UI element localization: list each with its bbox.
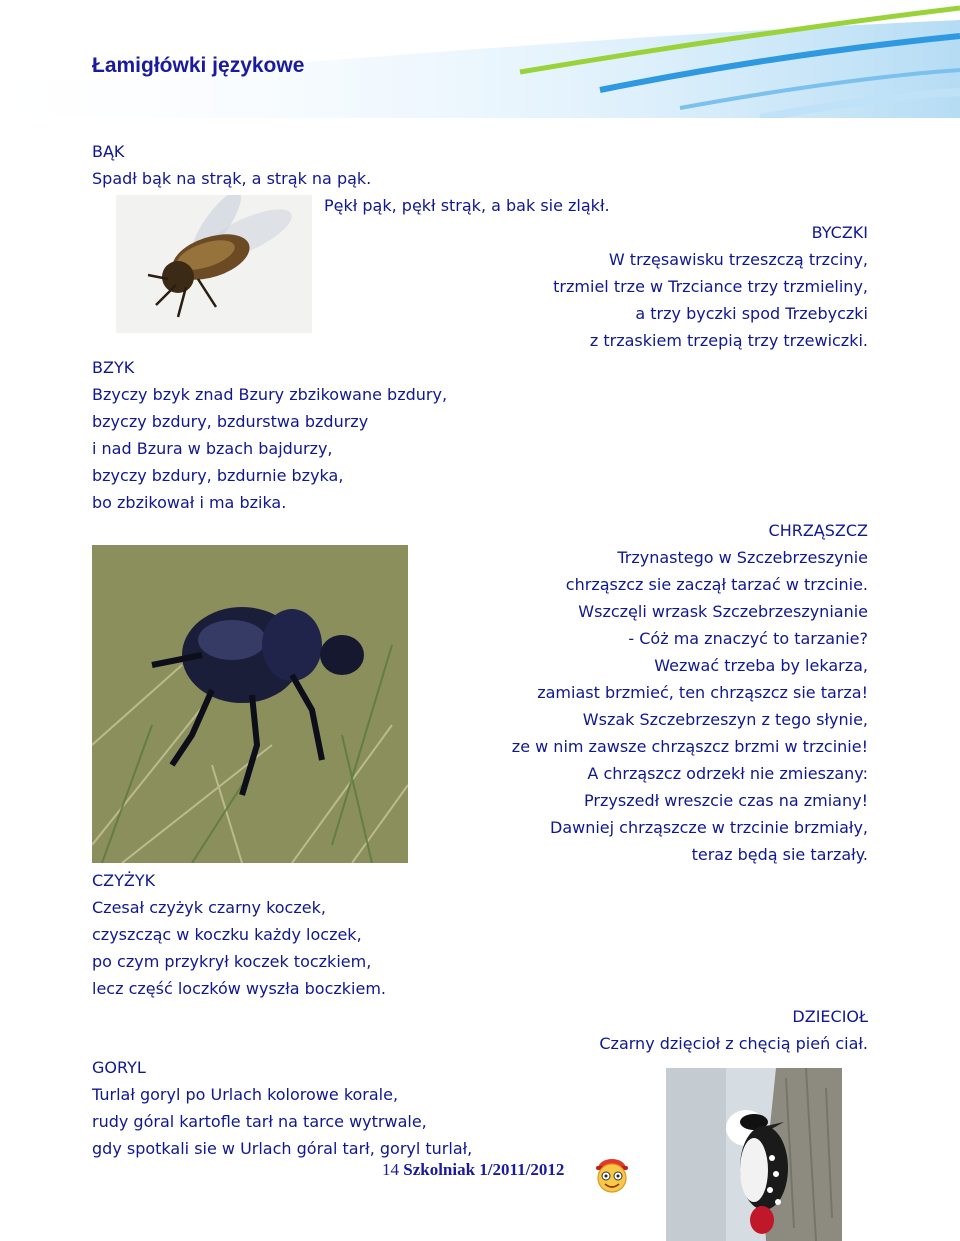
poem-dzieciol-line: Czarny dzięcioł z chęcią pień ciał. [599, 1034, 868, 1053]
poem-bzyk-line: i nad Bzura w bzach bajdurzy, [92, 439, 333, 458]
poem-chrzaszcz [512, 517, 868, 868]
poem-bak-line-1: Spadł bąk na strąk, a strąk na pąk. [92, 169, 372, 188]
beetle-photo [92, 545, 408, 863]
poem-chrzaszcz-line: Wezwać trzeba by lekarza, [654, 656, 868, 675]
poem-byczki-line: a trzy byczki spod Trzebyczki [635, 304, 868, 323]
poem-byczki-line: z trzaskiem trzepią trzy trzewiczki. [589, 331, 868, 350]
poem-bzyk [92, 354, 447, 516]
page-title: Łamigłówki językowe [92, 54, 305, 77]
page-footer [382, 1160, 564, 1180]
poem-chrzaszcz-line: A chrząszcz odrzekł nie zmieszany: [587, 764, 868, 783]
page-number: 14 [382, 1160, 399, 1179]
poem-chrzaszcz-line: Dawniej chrząszcze w trzcinie brzmiały, [550, 818, 868, 837]
poem-bak-title: BĄK [92, 142, 125, 161]
poem-czyzyk-line: po czym przykrył koczek toczkiem, [92, 952, 372, 971]
poem-byczki-title: BYCZKI [811, 223, 868, 242]
poem-bzyk-line: bzyczy bzdury, bzdurstwa bzdurzy [92, 412, 369, 431]
fly-photo [116, 195, 312, 333]
poem-chrzaszcz-line: - Cóż ma znaczyć to tarzanie? [628, 629, 868, 648]
poem-chrzaszcz-line: Wszak Szczebrzeszyn z tego słynie, [582, 710, 868, 729]
woodpecker-photo [666, 1068, 842, 1241]
poem-goryl-line: rudy góral kartofle tarł na tarce wytrwale, [92, 1112, 427, 1131]
poem-czyzyk [92, 867, 386, 1002]
poem-chrzaszcz-line: teraz będą sie tarzały. [691, 845, 868, 864]
header-band [0, 0, 960, 118]
poem-byczki-line: trzmiel trze w Trzciance trzy trzmieliny, [553, 277, 868, 296]
poem-goryl-line: gdy spotkali sie w Urlach góral tarł, goryl turlał, [92, 1139, 473, 1158]
poem-czyzyk-line: lecz część loczków wyszła boczkiem. [92, 979, 387, 998]
poem-bzyk-line: bo zbzikował i ma bzika. [92, 493, 287, 512]
poem-chrzaszcz-title: CHRZĄSZCZ [768, 521, 868, 540]
poem-chrzaszcz-line: chrząszcz sie zaczął tarzać w trzcinie. [565, 575, 868, 594]
poem-byczki [553, 219, 868, 354]
smiley-mascot-icon [592, 1152, 632, 1194]
poem-bzyk-title: BZYK [92, 358, 135, 377]
poem-czyzyk-line: Czesał czyżyk czarny koczek, [92, 898, 326, 917]
magazine-name: Szkolniak 1/2011/2012 [403, 1160, 565, 1179]
poem-chrzaszcz-line: Przyszedł wreszcie czas na zmiany! [584, 791, 868, 810]
poem-chrzaszcz-line: Trzynastego w Szczebrzeszynie [617, 548, 868, 567]
poem-chrzaszcz-line: zamiast brzmieć, ten chrząszcz sie tarza! [537, 683, 868, 702]
poem-bak-line-2: Pękł pąk, pękł strąk, a bak sie zląkł. [324, 196, 610, 215]
poem-goryl-line: Turlał goryl po Urlach kolorowe korale, [92, 1085, 399, 1104]
poem-goryl [92, 1054, 472, 1162]
poem-byczki-line: W trzęsawisku trzeszczą trzciny, [608, 250, 868, 269]
poem-chrzaszcz-line: ze w nim zawsze chrząszcz brzmi w trzcinie! [511, 737, 868, 756]
poem-bzyk-line: bzyczy bzdury, bzdurnie bzyka, [92, 466, 344, 485]
poem-czyzyk-line: czyszcząc w koczku każdy loczek, [92, 925, 362, 944]
poem-bzyk-line: Bzyczy bzyk znad Bzury zbzikowane bzdury, [92, 385, 448, 404]
poem-dzieciol-title: DZIECIOŁ [792, 1007, 868, 1026]
poem-goryl-title: GORYL [92, 1058, 146, 1077]
poem-czyzyk-title: CZYŻYK [92, 871, 156, 890]
poem-chrzaszcz-line: Wszczęli wrzask Szczebrzeszynianie [578, 602, 868, 621]
poem-dzieciol [599, 1003, 868, 1057]
